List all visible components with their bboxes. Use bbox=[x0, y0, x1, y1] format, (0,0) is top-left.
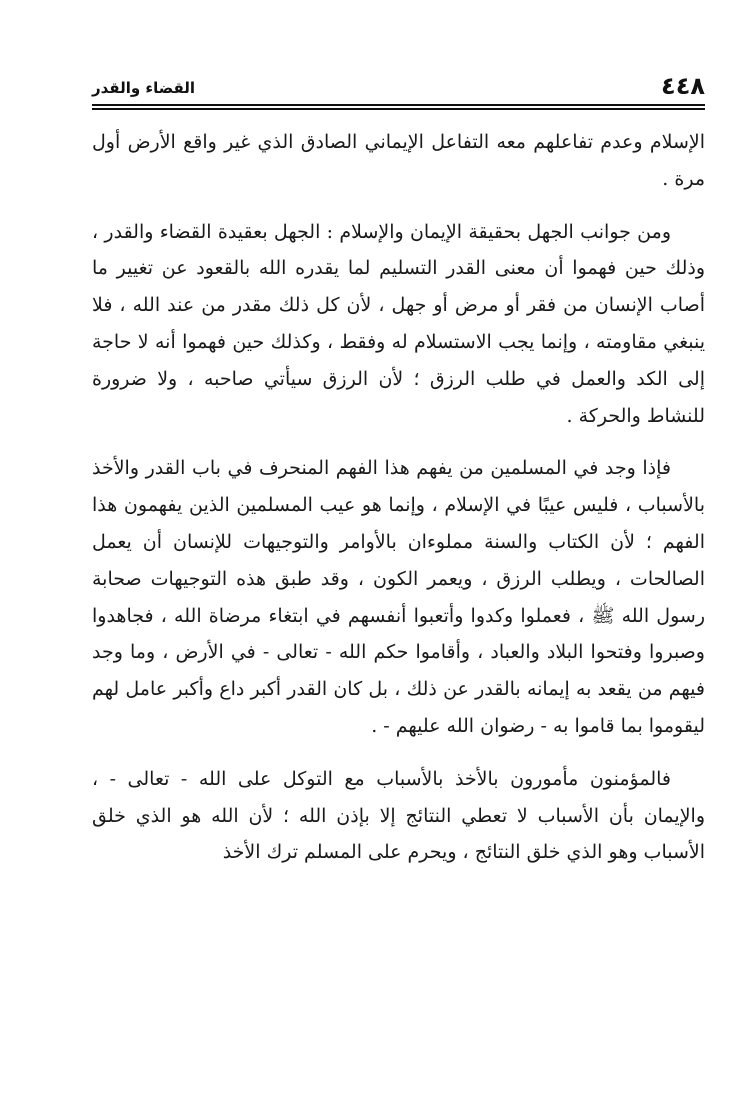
running-title: القضاء والقدر bbox=[92, 79, 196, 97]
header-double-rule bbox=[92, 104, 705, 110]
body-text bbox=[92, 124, 705, 871]
paragraph-continuation: الإسلام وعدم تفاعلهم معه التفاعل الإيماني الصادق الذي غير واقع الأرض أول مرة . bbox=[92, 131, 705, 190]
page-number: ٤٤٨ bbox=[661, 72, 705, 100]
paragraph: فإذا وجد في المسلمين من يفهم هذا الفهم المنحرف في باب القدر والأخذ بالأسباب ، فليس عيبًا في الإسلام ، وإنما هو عيب المسلمين الذين يفهمون هذا الفهم ؛ لأن الكتاب والسنة مملوءان بالأوامر والتوجيهات للإنسان أن يعمل الصالحات ، ويطلب الرزق ، ويعمر الكون ، وقد طبق هذه التوجيهات صحابة رسول الله ﷺ ، فعملوا وكدوا وأتعبوا أنفسهم في ابتغاء مرضاة الله ، فجاهدوا وصبروا وفتحوا البلاد والعباد ، وأقاموا حكم الله - تعالى - في الأرض ، وما وجد فيهم من يقعد به إيمانه بالقدر عن ذلك ، بل كان القدر أكبر داع وأكبر عامل لهم ليقوموا بما قاموا به - رضوان الله عليهم - . bbox=[92, 457, 705, 737]
book-page bbox=[92, 70, 705, 887]
paragraph: فالمؤمنون مأمورون بالأخذ بالأسباب مع التوكل على الله - تعالى - ، والإيمان بأن الأسباب لا تعطي النتائج إلا بإذن الله ؛ لأن الله هو الذي خلق الأسباب وهو الذي خلق النتائج ، ويحرم على المسلم ترك الأخذ bbox=[92, 767, 705, 864]
page-header bbox=[92, 70, 705, 104]
paragraph: ومن جوانب الجهل بحقيقة الإيمان والإسلام : الجهل بعقيدة القضاء والقدر ، وذلك حين فهموا أن معنى القدر التسليم لما يقدره الله بالقعود عن تغيير ما أصاب الإنسان من فقر أو مرض أو جهل ، لأن كل ذلك مقدر من عند الله ، فلا ينبغي مقاومته ، وإنما يجب الاستسلام له وفقط ، وكذلك حين فهموا أنه لا حاجة إلى الكد والعمل في طلب الرزق ؛ لأن الرزق سيأتي صاحبه ، ولا ضرورة للنشاط والحركة . bbox=[92, 220, 705, 427]
